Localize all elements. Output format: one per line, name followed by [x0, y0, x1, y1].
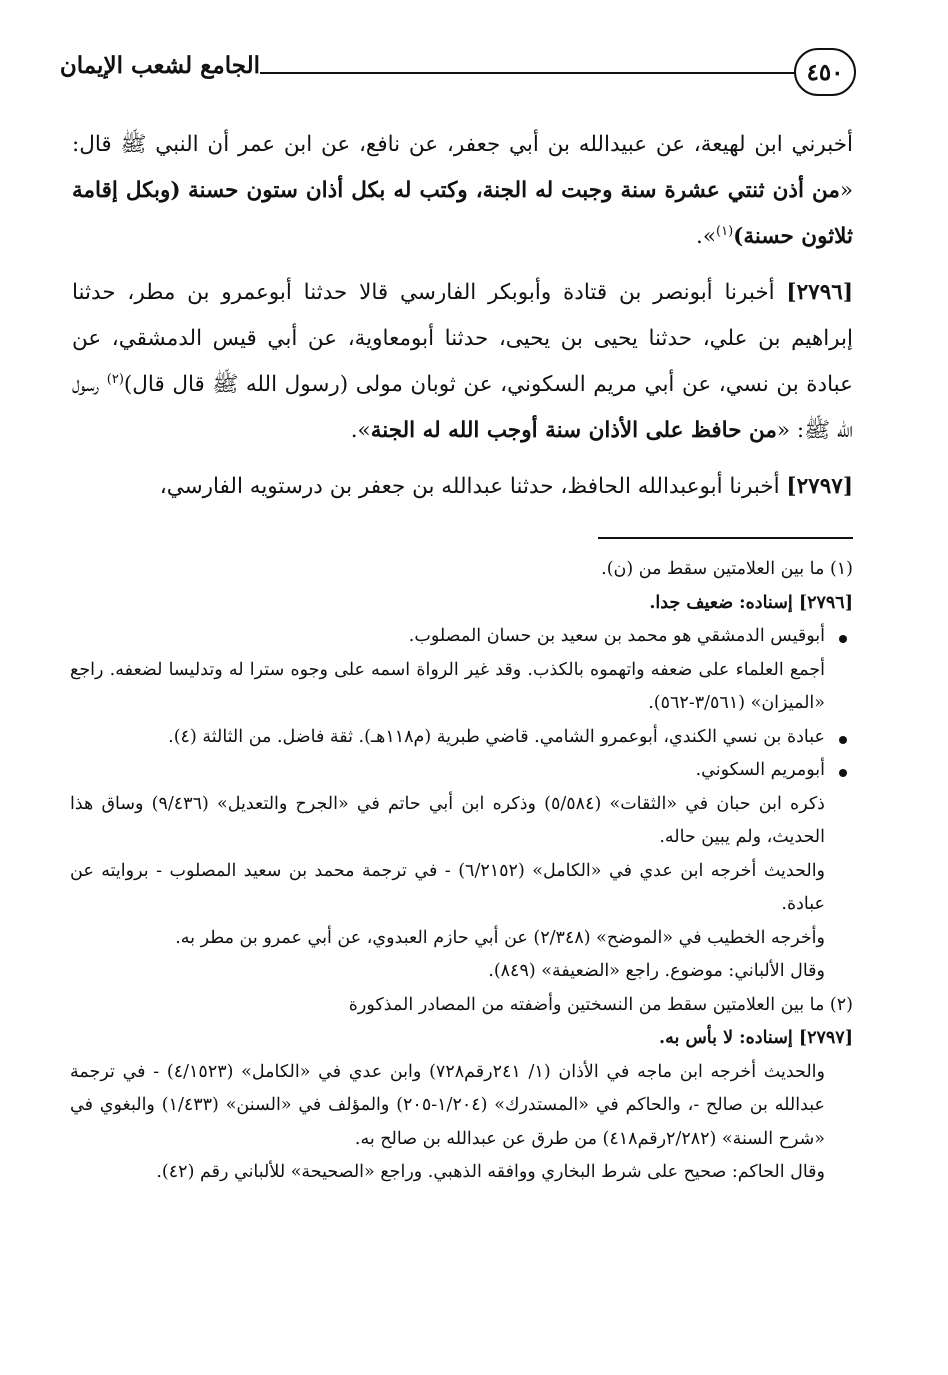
grading-note: وقال الحاكم: صحيح على شرط البخاري ووافقه الذهبي. وراجع «الصحيحة» للألباني رقم (٤٢). — [156, 1162, 825, 1182]
takhrij-note: والحديث أخرجه ابن ماجه في الأذان (١/ ٢٤١رقم٧٢٨) وابن عدي في «الكامل» (٤/١٥٢٣) - في ترجمة عبدالله بن صالح -، والحاكم في «المستدرك» (١/٢٠٤-٢٠٥) والمؤلف في «السنن» (١/٤٣٣) والبغوي في «شرح السنة» (٢/٢٨٢رقم٤١٨) من طرق عن عبدالله بن صالح به. — [70, 1061, 825, 1149]
text-span: قال: « — [72, 132, 854, 203]
hadith-text: من أذن ثنتي عشرة سنة وجبت له الجنة، وكتب له بكل أذان ستون حسنة — [187, 178, 840, 203]
narrator-note: أجمع العلماء على ضعفه واتهموه بالكذب. وقد غير الرواة اسمه على وجوه سترا له وتدليسا لضعفه. راجع «الميزان» (٣/٥٦١-٥٦٢). — [70, 659, 825, 713]
footnote-separator — [598, 537, 853, 539]
hadith-number: [٢٧٩٦] — [786, 280, 853, 305]
paragraph-2796 — [72, 270, 853, 454]
footnote-ref-2[interactable]: (٢) — [106, 371, 124, 387]
bullet-icon — [839, 769, 847, 777]
narrator-note: ذكره ابن حبان في «الثقات» (٥/٥٨٤) وذكره ابن أبي حاتم في «الجرح والتعديل» (٩/٤٣٦) وساق هذا الحديث، ولم يبين حاله. — [70, 793, 825, 847]
grading-note: وقال الألباني: موضوع. راجع «الضعيفة» (٨٤٩). — [488, 961, 825, 981]
narrator-bullet — [70, 721, 853, 755]
bullet-icon — [839, 635, 847, 643]
page-header — [59, 42, 856, 106]
isnad-text: أخبرنا أبونصر بن قتادة وأبوبكر الفارسي قالا حدثنا أبوعمرو بن مطر، حدثنا إبراهيم بن علي، حدثنا يحيى بن يحيى، حدثنا أبومعاوية، عن أبي قيس الدمشقي، عن عبادة بن نسي، عن أبي مريم السكوني، عن ثوبان مولى (رسول الله ﷺ قال قال) — [72, 280, 853, 397]
hadith-text-addition: (وبكل إقامة ثلاثون حسنة) — [72, 178, 853, 249]
header-rule — [260, 72, 796, 74]
footnote-heading-2796: [٢٧٩٦] إسناده: ضعيف جدا. — [649, 592, 853, 613]
paragraph-hadith-continuation — [72, 122, 853, 260]
takhrij-note: وأخرجه الخطيب في «الموضح» (٢/٣٤٨) عن أبي حازم العبدوي، عن أبي عمرو بن مطر به. — [175, 927, 825, 948]
hadith-text: من حافظ على الأذان سنة أوجب الله له الجنة — [370, 418, 777, 443]
bullet-text: عبادة بن نسي الكندي، أبوعمرو الشامي. قاضي طبرية (م١١٨هـ). ثقة فاضل. من الثالثة (٤). — [168, 726, 825, 747]
takhrij-note: والحديث أخرجه ابن عدي في «الكامل» (٦/٢١٥٢) - في ترجمة محمد بن سعيد المصلوب - بروايته عن عبادة. — [70, 860, 826, 914]
text-span: رسول الله ﷺ: « — [72, 372, 853, 443]
bullet-text: أبومريم السكوني. — [695, 760, 825, 780]
text-span: ». — [350, 418, 371, 443]
footnote-ref-1[interactable]: (١) — [716, 223, 734, 239]
text-span: ». — [696, 224, 717, 249]
paragraph-2797 — [72, 464, 853, 510]
bullet-text: أبوقيس الدمشقي هو محمد بن سعيد بن حسان المصلوب. — [408, 626, 825, 646]
footnote-2: (٢) ما بين العلامتين سقط من النسختين وأضفته من المصادر المذكورة — [348, 994, 853, 1015]
hadith-number: [٢٧٩٧] — [786, 474, 853, 499]
isnad-text: أخبرنا أبوعبدالله الحافظ، حدثنا عبدالله بن جعفر بن درستويه الفارسي، — [159, 474, 787, 499]
narrator-bullet — [70, 754, 853, 788]
page-number: ٤٥٠ — [794, 48, 856, 96]
text-line: أخبرني ابن لهيعة، عن عبيدالله بن أبي جعفر، عن نافع، عن ابن عمر أن النبي ﷺ — [120, 132, 853, 157]
footnotes — [70, 553, 853, 1190]
book-title: الجامع لشعب الإيمان — [59, 52, 260, 79]
footnote-1: (١) ما بين العلامتين سقط من (ن). — [601, 559, 853, 579]
narrator-bullet — [70, 620, 853, 654]
main-text — [72, 122, 853, 520]
bullet-icon — [839, 736, 847, 744]
footnote-heading-2797: [٢٧٩٧] إسناده: لا بأس به. — [659, 1028, 853, 1048]
